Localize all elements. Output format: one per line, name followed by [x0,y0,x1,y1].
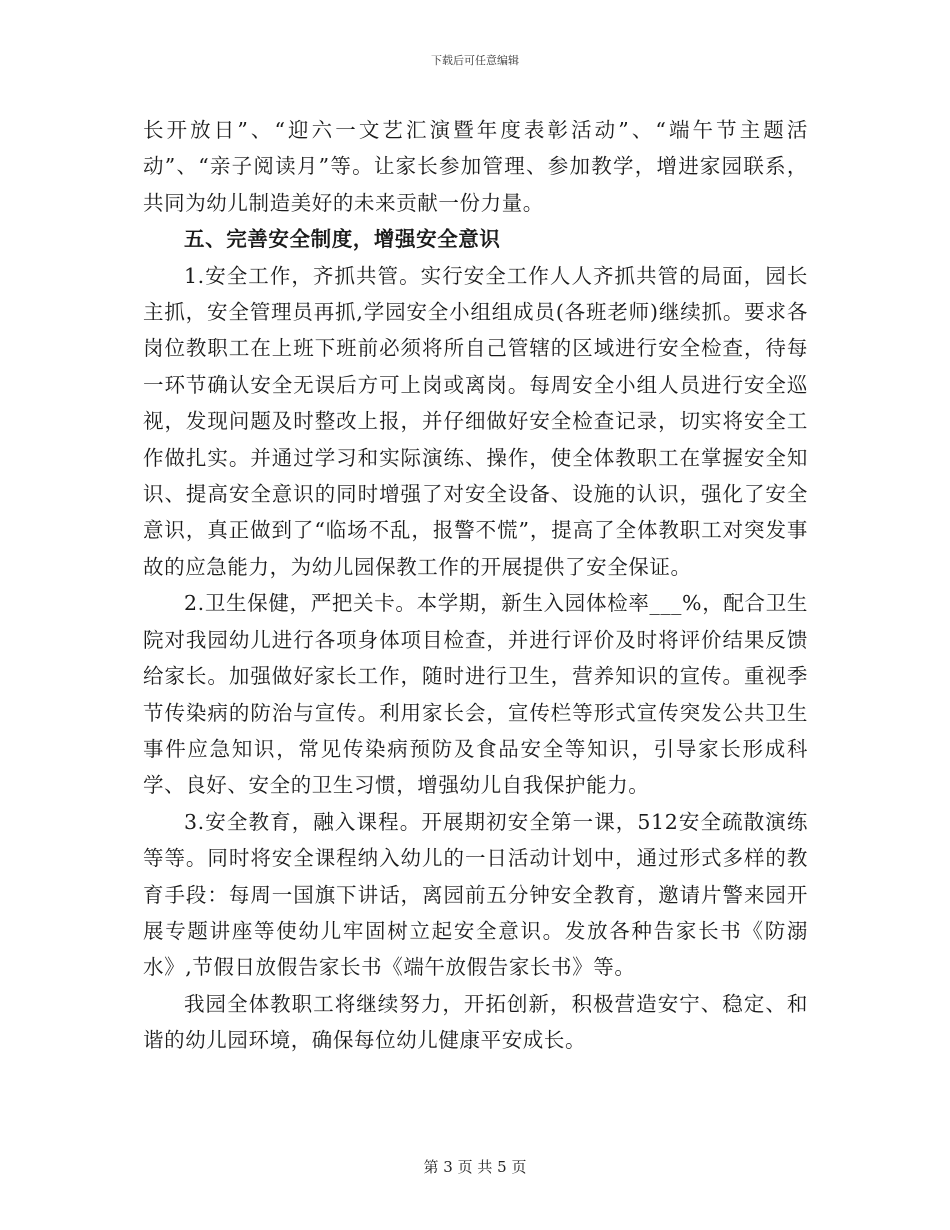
paragraph-continuation: 长开放日”、“迎六一文艺汇演暨年度表彰活动”、“端午节主题活动”、“亲子阅读月”等。让家长参加管理、参加教学，增进家园联系，共同为幼儿制造美好的未来贡献一份力量。 [143,118,808,215]
paragraph-conclusion: 我园全体教职工将继续努力，开拓创新，积极营造安宁、稳定、和谐的幼儿园环境，确保每位幼儿健康平安成长。 [143,991,808,1053]
paragraph-health-care: 2.卫生保健，严把关卡。本学期，新生入园体检率___%，配合卫生院对我园幼儿进行各项身体项目检查，并进行评价及时将评价结果反馈给家长。加强做好家长工作，随时进行卫生，营养知识的宣传。重视季节传染病的防治与宣传。利用家长会，宣传栏等形式宣传突发公共卫生事件应急知识，常见传染病预防及食品安全等知识，引导家长形成科学、良好、安全的卫生习惯，增强幼儿自我保护能力。 [143,591,808,798]
section-heading: 五、完善安全制度，增强安全意识 [184,227,501,252]
page-header: 下载后可任意编辑 [431,54,519,67]
paragraph-safety-work: 1.安全工作，齐抓共管。实行安全工作人人齐抓共管的局面，园长主抓，安全管理员再抓,学园安全小组组成员(各班老师)继续抓。要求各岗位教职工在上班下班前必须将所自己管辖的区域进行安全检查，待每一环节确认安全无误后方可上岗或离岗。每周安全小组人员进行安全巡视，发现问题及时整改上报，并仔细做好安全检查记录，切实将安全工作做扎实。并通过学习和实际演练、操作，使全体教职工在掌握安全知识、提高安全意识的同时增强了对安全设备、设施的认识，强化了安全意识，真正做到了“临场不乱，报警不慌”，提高了全体教职工对突发事故的应急能力，为幼儿园保教工作的开展提供了安全保证。 [143,263,808,579]
document-body [143,112,808,1059]
paragraph-safety-education: 3.安全教育，融入课程。开展期初安全第一课，512安全疏散演练等等。同时将安全课程纳入幼儿的一日活动计划中，通过形式多样的教育手段：每周一国旗下讲话，离园前五分钟安全教育，邀请片警来园开展专题讲座等使幼儿牢固树立起安全意识。发放各种告家长书《防溺水》,节假日放假告家长书《端午放假告家长书》等。 [143,809,808,980]
page-footer: 第 3 页 共 5 页 [423,1158,527,1176]
